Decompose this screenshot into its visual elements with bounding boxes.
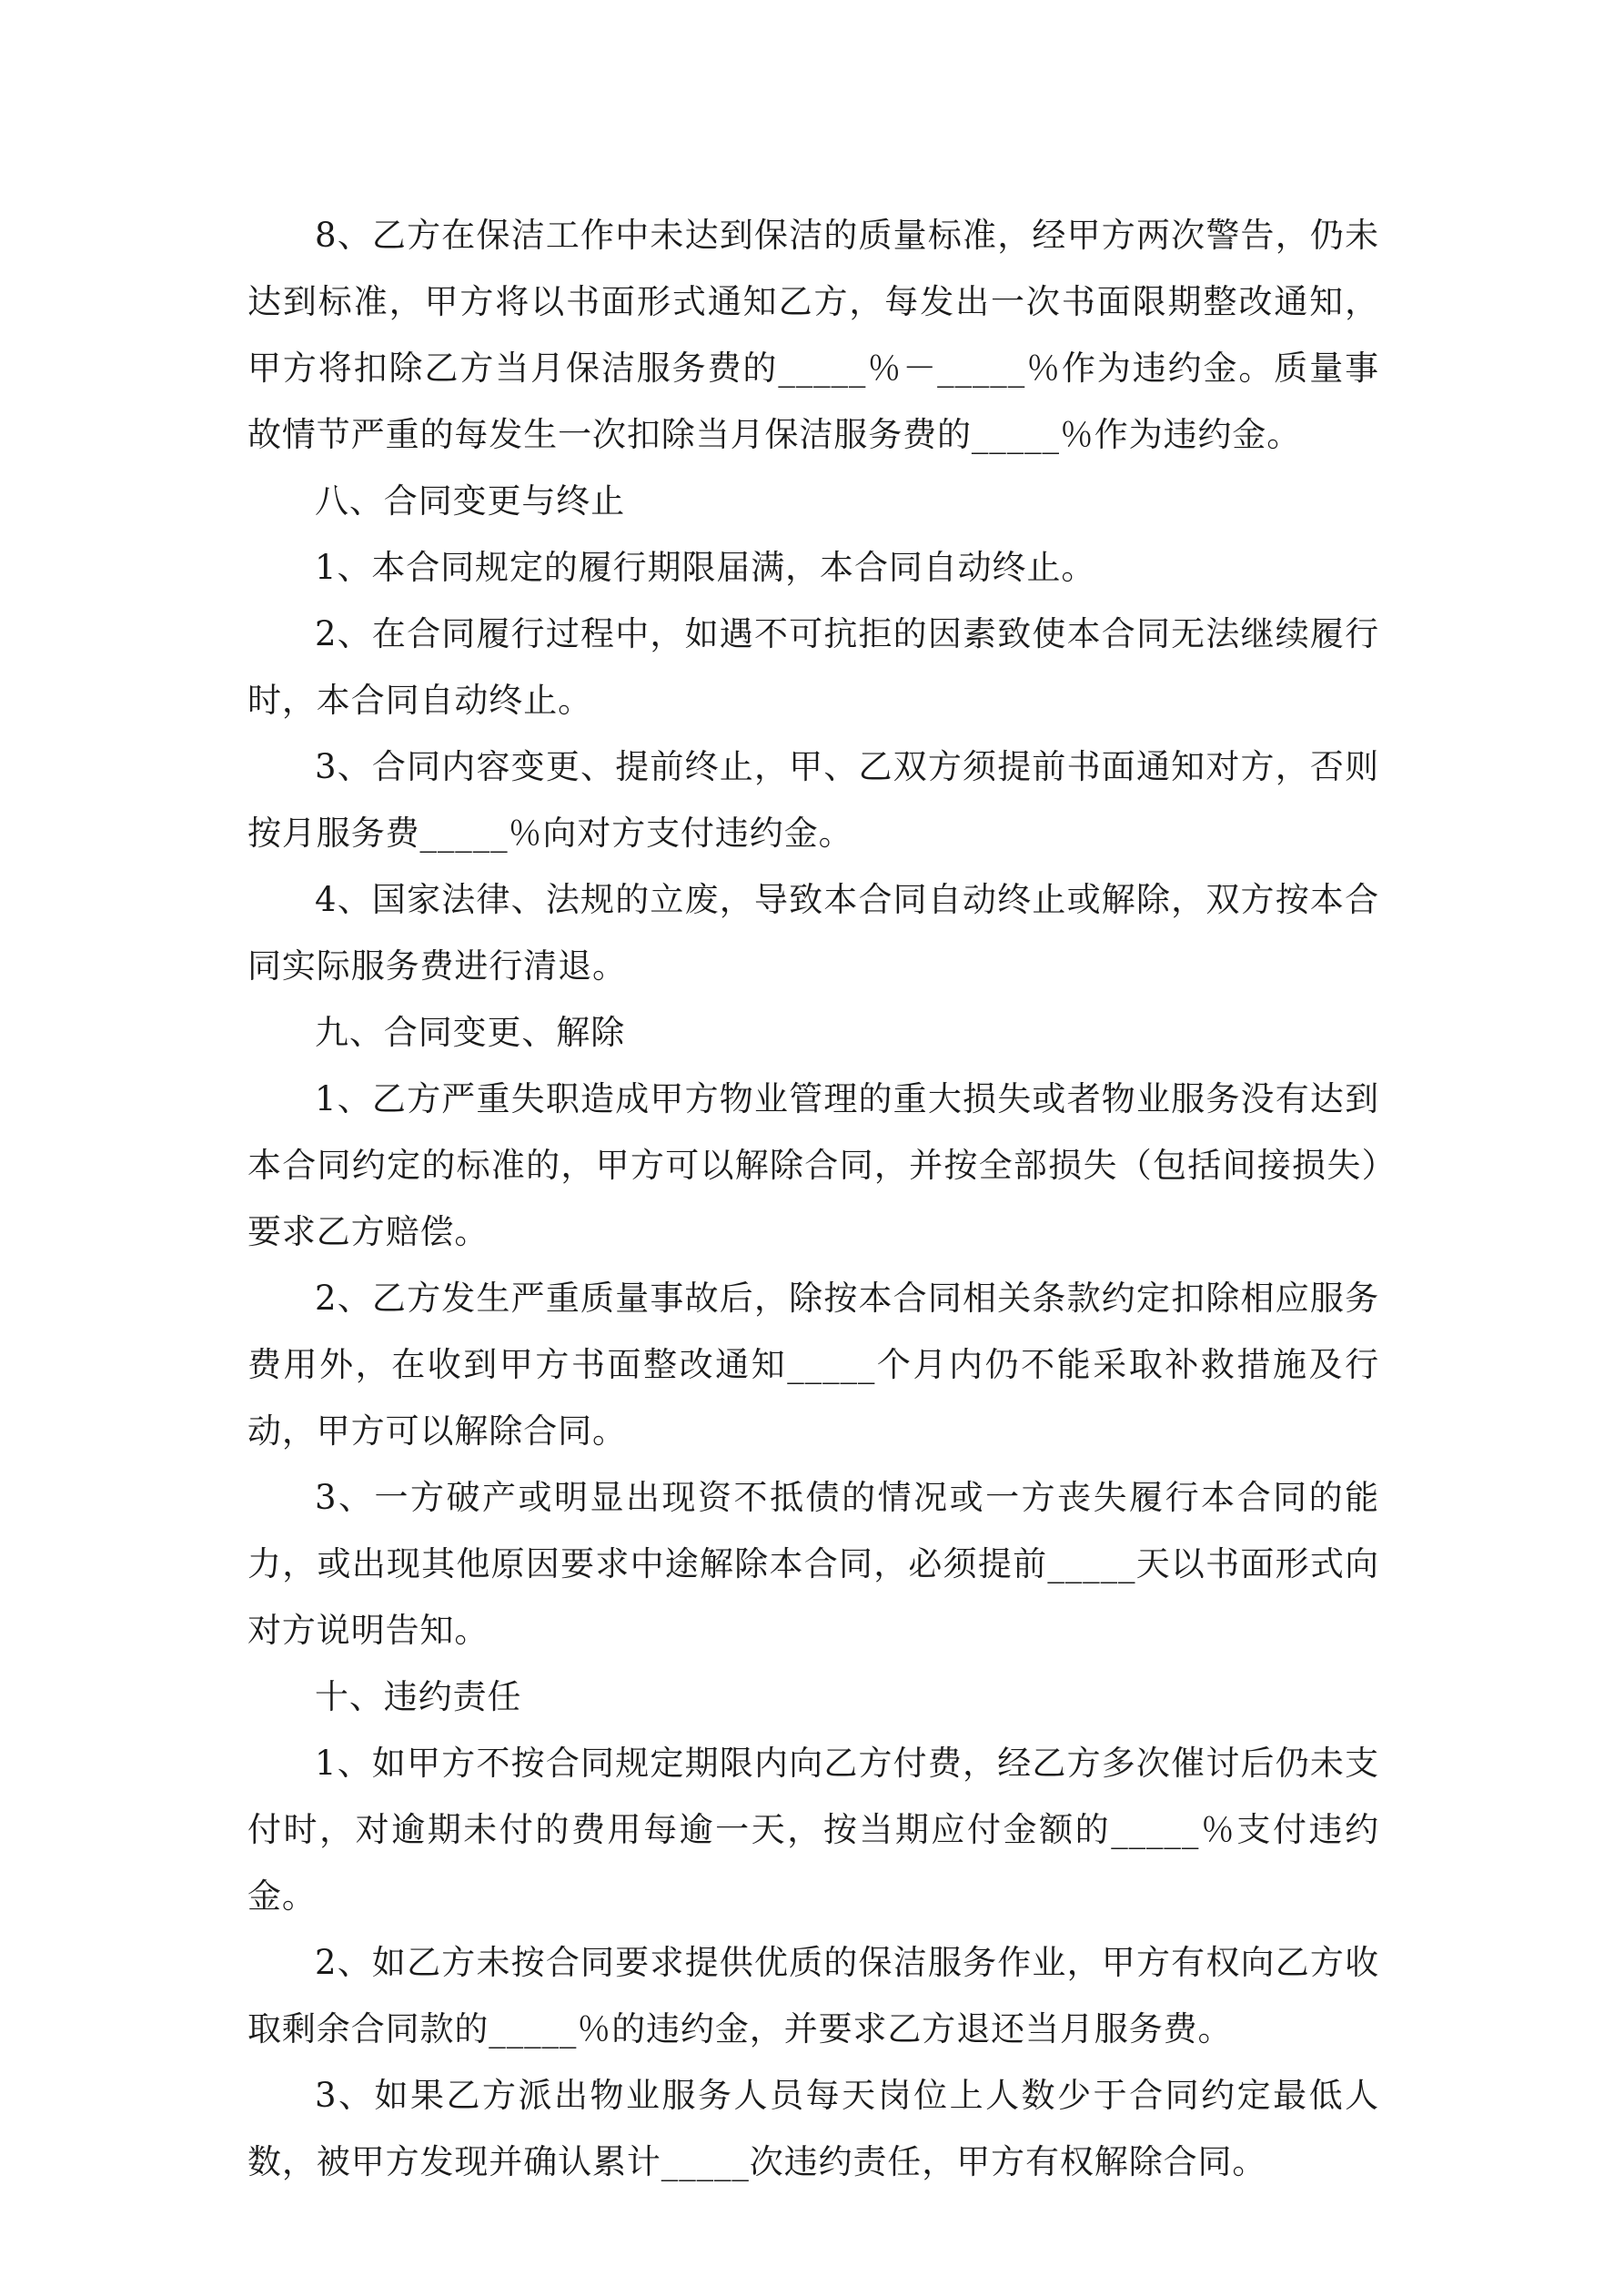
clause-understaffing: 3、如果乙方派出物业服务人员每天岗位上人数少于合同约定最低人数，被甲方发现并确认累计_____次违约责任，甲方有权解除合同。 — [247, 2076, 1379, 2181]
clause-quality-accident: 2、乙方发生严重质量事故后，除按本合同相关条款约定扣除相应服务费用外，在收到甲方书面整改通知_____个月内仍不能采取补救措施及行动，甲方可以解除合同。 — [247, 1279, 1379, 1451]
clause-force-majeure: 2、在合同履行过程中，如遇不可抗拒的因素致使本合同无法继续履行时，本合同自动终止。 — [247, 614, 1379, 720]
clause-early-termination-notice: 3、合同内容变更、提前终止，甲、乙双方须提前书面通知对方，否则按月服务费_____％向对方支付违约金。 — [247, 747, 1379, 853]
clause-bankruptcy: 3、一方破产或明显出现资不抵债的情况或一方丧失履行本合同的能力，或出现其他原因要求中途解除本合同，必须提前_____天以书面形式向对方说明告知。 — [247, 1478, 1379, 1650]
clause-term-expiry: 1、本合同规定的履行期限届满，本合同自动终止。 — [315, 548, 1096, 587]
clause-poor-service: 2、如乙方未按合同要求提供优质的保洁服务作业，甲方有权向乙方收取剩余合同款的_____％的违约金，并要求乙方退还当月服务费。 — [247, 1943, 1379, 2048]
contract-body — [247, 202, 1379, 2195]
clause-law-change: 4、国家法律、法规的立废，导致本合同自动终止或解除，双方按本合同实际服务费进行清退。 — [247, 880, 1379, 986]
clause-8-quality-penalty: 8、乙方在保洁工作中未达到保洁的质量标准，经甲方两次警告，仍未达到标准，甲方将以书面形式通知乙方，每发出一次书面限期整改通知，甲方将扣除乙方当月保洁服务费的_____％－_____％作为违约金。质量事故情节严重的每发生一次扣除当月保洁服务费的_____％作为违约金。 — [247, 216, 1379, 454]
clause-serious-negligence: 1、乙方严重失职造成甲方物业管理的重大损失或者物业服务没有达到本合同约定的标准的，甲方可以解除合同，并按全部损失（包括间接损失）要求乙方赔偿。 — [247, 1079, 1379, 1251]
clause-late-payment: 1、如甲方不按合同规定期限内向乙方付费，经乙方多次催讨后仍未支付时，对逾期未付的费用每逾一天，按当期应付金额的_____％支付违约金。 — [247, 1744, 1379, 1916]
section-heading-change-rescission: 九、合同变更、解除 — [315, 1013, 626, 1052]
section-heading-liability: 十、违约责任 — [315, 1677, 522, 1716]
section-heading-change-termination: 八、合同变更与终止 — [315, 481, 626, 521]
